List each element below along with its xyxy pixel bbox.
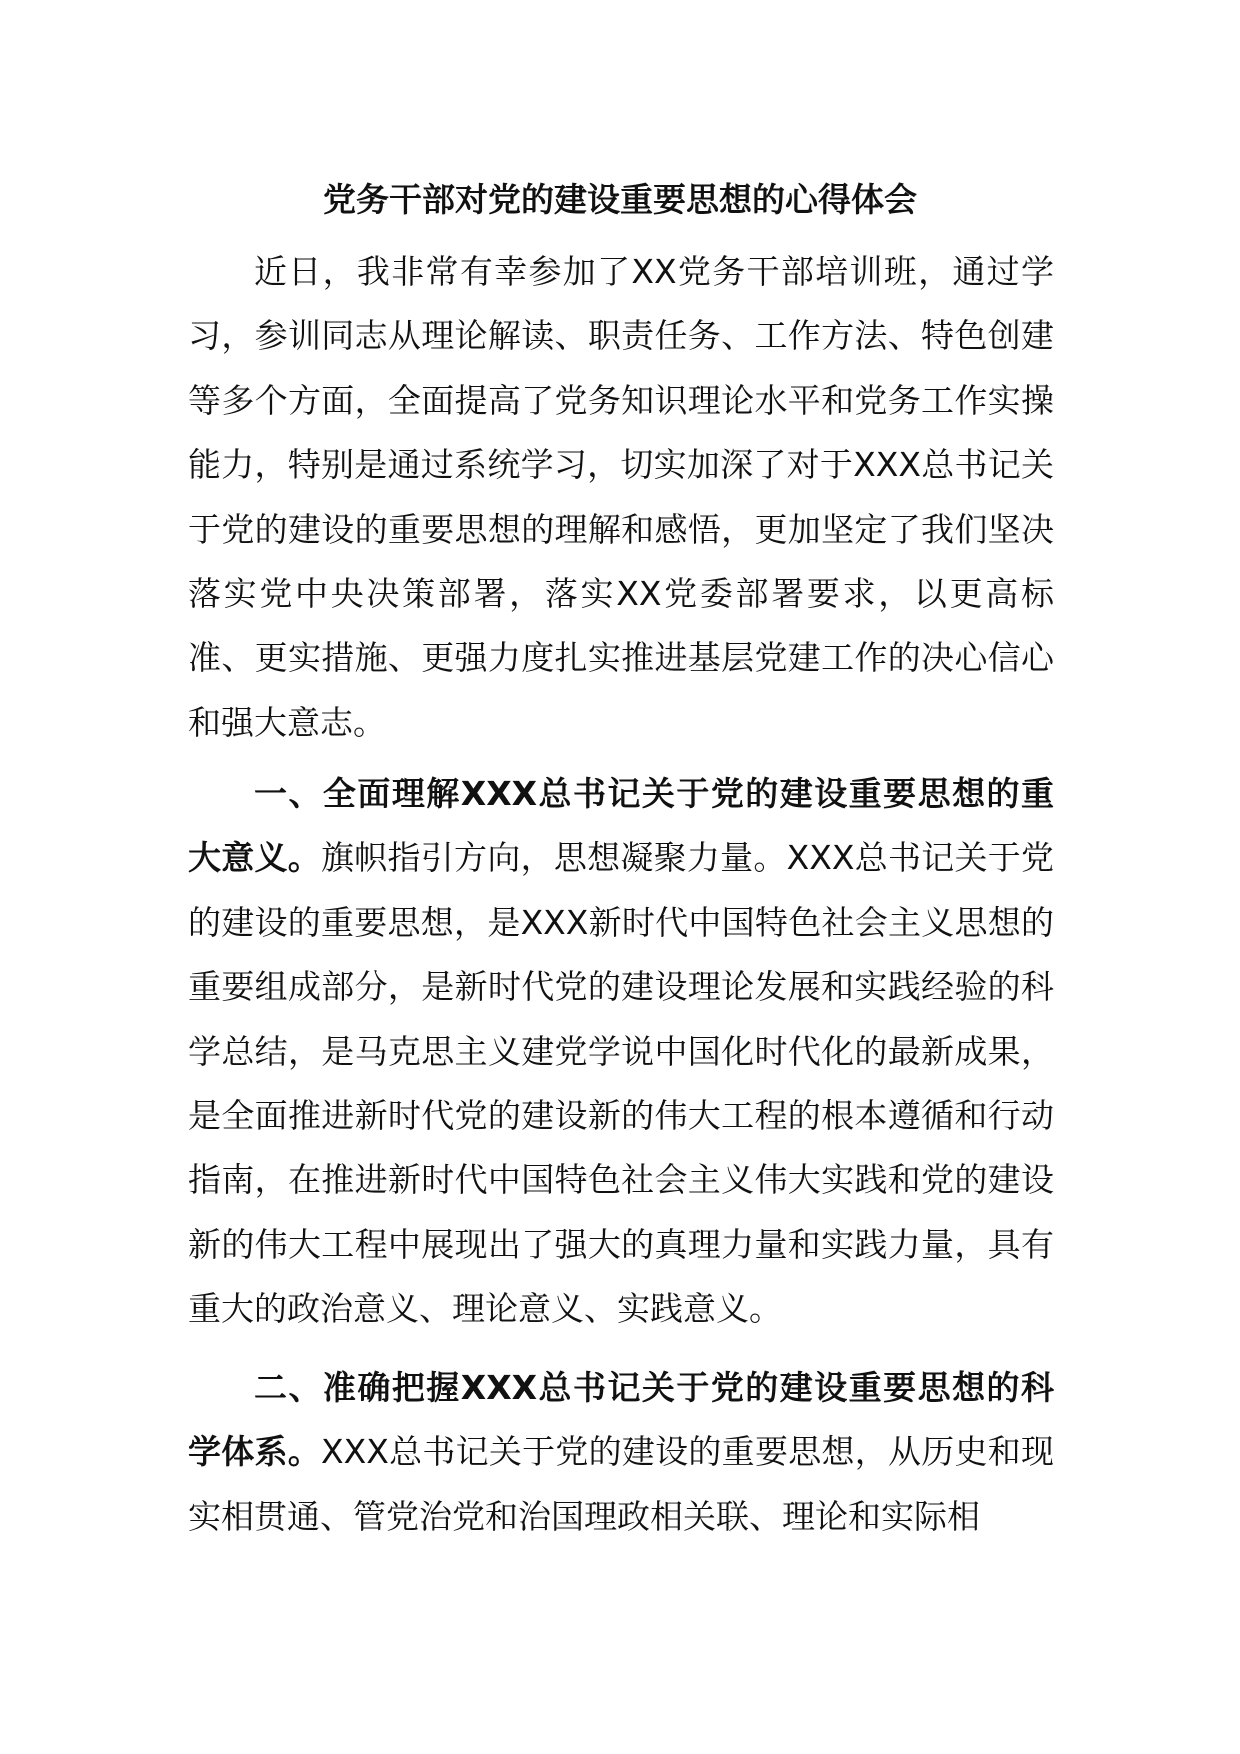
section-1-heading: 一、全面理解XXX总书记关于党的建设重要思想的重大意义。 [188,774,1054,878]
section-2-text: XXX总书记关于党的建设的重要思想，从历史和现实相贯通、管党治党和治国理政相关联、理论和实际相 [188,1432,1054,1536]
section-1-paragraph [188,762,1054,1342]
section-2-heading: 二、准确把握XXX总书记关于党的建设重要思想的科学体系。 [188,1368,1054,1472]
section-1-text: 旗帜指引方向，思想凝聚力量。XXX总书记关于党的建设的重要思想，是XXX新时代中国特色社会主义思想的重要组成部分，是新时代党的建设理论发展和实践经验的科学总结，是马克思主义建党学说中国化时代化的最新成果，是全面推进新时代党的建设新的伟大工程的根本遵循和行动指南，在推进新时代中国特色社会主义伟大实践和党的建设新的伟大工程中展现出了强大的真理力量和实践力量，具有重大的政治意义、理论意义、实践意义。 [188,838,1054,1329]
intro-paragraph-text: 近日，我非常有幸参加了XX党务干部培训班，通过学习，参训同志从理论解读、职责任务、工作方法、特色创建等多个方面，全面提高了党务知识理论水平和党务工作实操能力，特别是通过系统学习，切实加深了对于XXX总书记关于党的建设的重要思想的理解和感悟，更加坚定了我们坚决落实党中央决策部署，落实XX党委部署要求，以更高标准、更实措施、更强力度扎实推进基层党建工作的决心信心和强大意志。 [188,252,1054,742]
intro-paragraph [188,240,1054,755]
section-2-paragraph [188,1356,1054,1549]
document-title: 党务干部对党的建设重要思想的心得体会 [323,180,917,219]
